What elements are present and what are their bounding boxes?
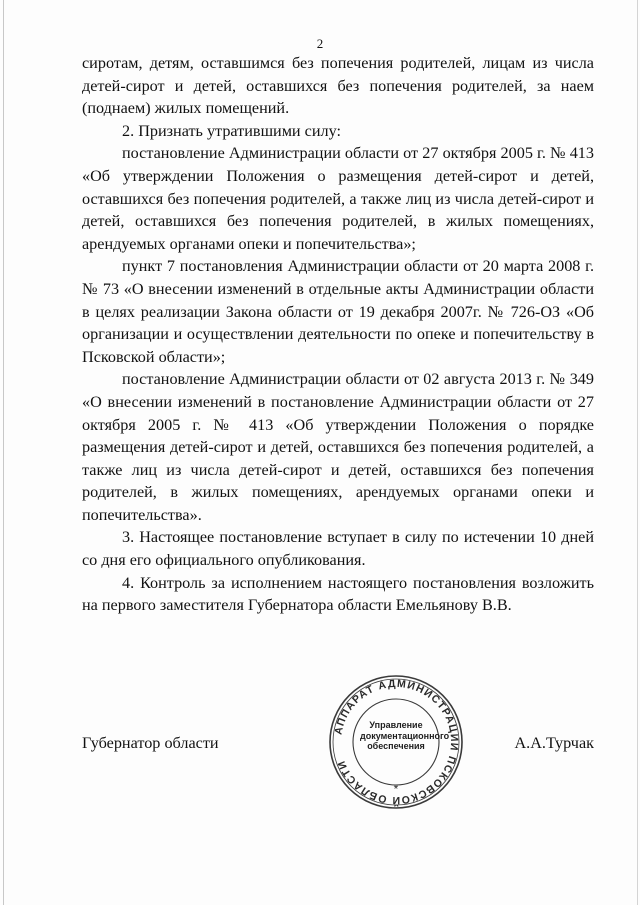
seal-star: * <box>393 782 399 796</box>
page-edge-left <box>3 0 4 905</box>
page-edge-right <box>637 0 638 905</box>
seal-ring-text: АППАРАТ АДМИНИСТРАЦИИ ПСКОВСКОЙ ОБЛАСТИ <box>332 677 461 807</box>
seal-center-line-3: обеспечения <box>367 741 425 751</box>
paragraph-repealed-73: пункт 7 постановления Администрации области от 20 марта 2008 г. № 73 «О внесении изменений в отдельные акты Администрации области в целях реализации Закона области от 19 декабря 2007г. № 726-ОЗ «Об организации и осуществлении деятельности по опеке и попечительству в Псковской области»; <box>82 257 594 366</box>
official-seal <box>326 672 466 812</box>
page-number: 2 <box>316 36 324 51</box>
paragraph-repealed-349: постановление Администрации области от 02 августа 2013 г. № 349 «О внесении изменений в постановление Администрации области от 27 октября 2005 г. № 413 «Об утверждении Положения о порядке размещения детей-сирот и детей, оставшихся без попечения родителей, а также лиц из числа детей-сирот и детей, оставшихся без попечения родителей, в жилых помещениях, арендуемых органами опеки и попечительства». <box>82 370 594 524</box>
seal-center-line-2: документационного <box>360 730 450 741</box>
signatory-title: Губернатор области <box>82 734 219 752</box>
seal-center-text <box>360 720 450 752</box>
document-body <box>82 52 594 617</box>
paragraph-item-3: 3. Настоящее постановление вступает в силу по истечении 10 дней со дня его официального опубликования. <box>82 528 594 570</box>
seal-center-line-1: Управление <box>369 720 423 730</box>
paragraph-item-4: 4. Контроль за исполнением настоящего постановления возложить на первого заместителя Губернатора области Емельянову В.В. <box>82 573 594 615</box>
paragraph-item-2: 2. Признать утратившими силу: <box>122 121 341 140</box>
paragraph-continuation: сиротам, детям, оставшимся без попечения родителей, лицам из числа детей-сирот и детей, оставшихся без попечения родителей, за наем (поднаем) жилых помещений. <box>82 54 594 118</box>
signatory-name: А.А.Турчак <box>514 734 594 752</box>
paragraph-repealed-413: постановление Администрации области от 27 октября 2005 г. № 413 «Об утверждении Положения о размещения детей-сирот и детей, оставшихся без попечения родителей, а также лиц из числа детей-сирот и детей, оставшихся без попечения родителей, в жилых помещениях, арендуемых органами опеки и попечительства»; <box>82 144 594 253</box>
